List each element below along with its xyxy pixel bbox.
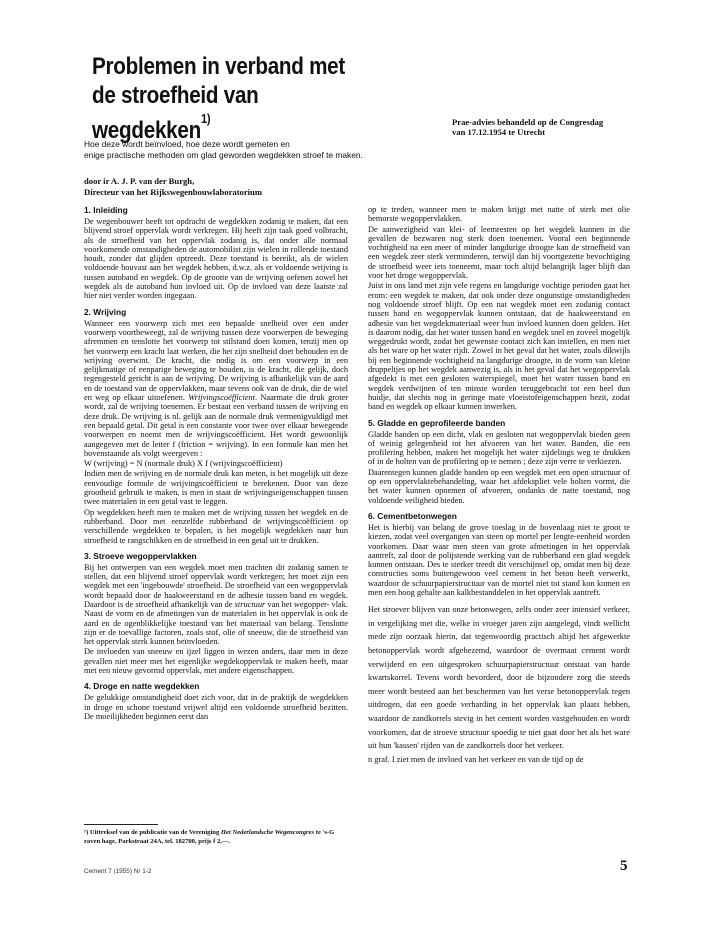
italic-term: structuur	[234, 599, 266, 609]
intro-line: Hoe deze wordt beïnvloed, hoe deze wordt gemeten en	[84, 139, 290, 149]
paragraph: Juist in ons land met zijn vele regens en langdurige vochtige perioden gaat het erom: een wegdek te maken, dat ook onder deze ongunstige omstandigheden nog voldoende stroef blijft. Op een nat wegdek moet een zodanig contact tussen band en wegoppervlak kunnen ontstaan, dat de haakweerstand en adhesie van het wegdekmateriaal weer hun invloed kunnen doen gelden. Het is daarom nodig, dat het water tussen band en wegdek snel en zoveel mogelijk weggedrukt wordt, zodat het gewenste contact zich kan instellen, en men niet als het ware op het water rijdt. Zowel in het geval dat het water, zoals dikwijls bij een beginnende vochtigheid na langdurige droogte, in de vorm van kleine druppeltjes op het wegdek aanwezig is, als in het geval dat het wegoppervlak afgedekt is met een gesloten waterspiegel, moet het water tussen band en wegdek verdwijnen of ten minste worden teruggebracht tot een heel dun huidje, dat slechts nog in geringe mate vloeistofeigenschappen bezit, zodat band en wegdek op elkaar kunnen inwerken.	[368, 281, 630, 412]
section-heading: 6. Cementbetonwegen	[368, 510, 457, 521]
paragraph: Daarentegen kunnen gladde banden op een wegdek met een open structuur of op een oppervlaktebehandeling, waar het afdekspliet vele holten vormt, die het water kunnen opnemen of afvoeren, ondanks de natte toestand, nog voldoende veiligheid bieden.	[368, 467, 630, 505]
formula: W (wrijving) = N (normale druk) X f (wrijvingscoëfficient)	[84, 459, 283, 469]
paragraph-text: . Naarmate die druk groter wordt, zal de wrijving toenemen. Er bestaat een verband tussen de wrijving en deze druk. De wrijving is nl. gelijk aan de normale druk vermenigvuldigd met een bepaald getal. Dit getal is een constante voor twee over elkaar bewegende voorwerpen en noemt men de wrijvingscoëfficient. Het wordt gewoonlijk aangegeven met de letter f (friction = wrijving). In een formule kan men het bovenstaande als volgt weergeven :	[84, 393, 349, 458]
title-text: Problemen in verband met de stroefheid van wegdekken	[92, 53, 346, 144]
paragraph-text: Bij het ontwerpen van een wegdek moet men trachten dit zodanig samen te stellen, dat een blijvend stroef oppervlak wordt verkregen; het moet zijn een wegdek met een 'ingebouwde' stroefheid. De stroefheid van een wegoppervlak wordt bepaald door de haakweerstand en de adhesie tussen band en wegdek. Daardoor is de stroefheid afhankelijk van de	[84, 562, 348, 609]
prae-advies-line: Prae-advies behandeld op de Congresdag	[452, 117, 604, 127]
author-block	[84, 176, 384, 197]
section-heading: 1. Inleiding	[84, 205, 128, 215]
subtitle-intro	[84, 139, 384, 161]
prae-advies-line: van 17.12.1954 te Utrecht	[452, 127, 546, 137]
paragraph: Het is hierbij van belang de grove toeslag in de bovenlaag niet te groot te kiezen, zodat veel overgangen van steen op mortel per lengte-eenheid worden voorkomen. Daar waar men steen van grote afmetingen in het oppervlak aantreft, zal door de polijstende werking van de rubberband een glad wegdek kunnen ontstaan. Des te sterker treedt dit verschijnsel op, omdat men bij deze constructies soms buitengewoon veel cement in het beton heeft verwerkt, waardoor de schuurpapierstructuur van de mortel niet tot stand kon komen en men een hoog gehalte aan kalkbestanddelen in het oppervlak aantreft.	[368, 522, 630, 597]
author-name: door ir A. J. P. van der Burgh,	[84, 176, 195, 186]
paragraph	[368, 603, 630, 766]
paragraph	[84, 563, 348, 647]
paragraph: De wegenbouwer heeft tot opdracht de wegdekken zodanig te maken, dat een blijvend stroef oppervlak wordt verkregen. Hij heeft zijn taak goed volbracht, als de stroefheid van het oppervlak zodanig is, dat onder alle normaal voorkomende omstandigheden de automobilist zijn wielen in rollende toestand houdt, zonder dat glijden optreedt. Deze toestand is bereikt, als de wielen voldoende houvast aan het wegdek hebben, d.w.z. als er voldoende wrijving is tussen autoband en wegdek. Op de grootte van de wrijving oefenen zowel het wegdek als de autoband hun invloed uit. Op de invloed van deze laatste zal hier niet verder worden ingegaan.	[84, 217, 348, 301]
footnote-divider	[84, 824, 158, 825]
paragraph	[84, 319, 348, 458]
paragraph-text: Het stroever blijven van onze betonwegen, zelfs onder zeer intensief verkeer, in vergelijking met die, welke in vroeger jaren zijn aangelegd, vindt wellicht mede zijn oorzaak hierin, dat tegenwoordig practisch altijd het afgewerkte betonoppervlak wordt afgebezemd, waardoor de overmaat cement wordt verwijderd en een uitgesproken schuurpapierstructuur ontstaat van harde kwartskorrel. Tevens wordt bevorderd, door de bijzondere zorg die steeds meer wordt besteed aan het beschermen van het verse betonoppervlak tegen uitdrogen, dat een goede verharding in het oppervlak kan plaats hebben, waardoor de zandkorrels stevig in het cement worden vastgehouden en wordt voorkomen, dat de stroeve structuur spoedig te niet gaat door het als het ware uit hun 'kassen' rijden van de zandkorrels door het verkeer.	[368, 605, 630, 751]
left-column	[84, 205, 348, 722]
section-heading: 4. Droge en natte wegdekken	[84, 681, 200, 692]
paragraph: Op wegdekken heeft men te maken met de wrijving tussen het wegdek en de rubberband. Door met eenzelfde rubberband de wrijvingscoëfficient op verschillende wegdekken te bepalen, is het mogelijk wegdekken naar hun stroefheid te rangschikken en de stroefheid in een getal uit te drukken.	[84, 507, 348, 545]
right-column	[368, 205, 630, 767]
title-footnote-mark: 1)	[200, 111, 211, 126]
footnote	[84, 828, 348, 846]
footnote-text: te 's-G raven hage, Parkstraat 24A, tel. 182700, prijs f 2,—.	[84, 829, 335, 845]
paragraph: De invloeden van sneeuw en ijzel liggen in wezen anders, daar men in deze gevallen niet meer met het eigenlijke wegdekoppervlak te maken heeft, maar met een nieuw gevormd oppervlak, met andere eigenschappen.	[84, 647, 348, 676]
paragraph: op te treden, wanneer men te maken krijgt met natte of sterk met olie bemorste wegoppervlakken.	[368, 205, 630, 224]
article-title	[92, 52, 367, 145]
section-heading: 5. Gladde en geprofileerde banden	[368, 417, 506, 428]
section-heading: 2. Wrijving	[84, 306, 127, 317]
paragraph-text: Wanneer een voorwerp zich met een bepaalde snelheid over een ander voorwerp voortbeweegt, zal de wrijving tussen deze voorwerpen de beweging afremmen en tenslotte het voorwerp tot stilstand doen komen, tenzij men op het voorwerp een kracht laat werken, die het zijn snelheid doet behouden en de wrijving overwint. De kracht, die nodig is om een voorwerp in een gelijkmatige of eenparige beweging te houden, is de kracht, die gelijk, doch tegengesteld gericht is aan de wrijving. De wrijving is afhankelijk van de aard en de toestand van de oppervlakken, maar tevens ook van de druk, die de wiel en weg op elkaar uitoefenen.	[84, 318, 348, 403]
author-title: Directeur van het Rijkswegenbouwlaboratorium	[84, 186, 262, 197]
paragraph: Indien men de wrijving en de normale druk kan meten, is het mogelijk uit deze eenvoudige formule de wrijvingscoëfficient te berekenen. Door van deze grootheid gebruik te maken, is men in staat de wrijvingseigenschappen tussen twee materialen in een getal vast te leggen.	[84, 469, 348, 507]
footnote-italic: Het Nederlandsche Wegencongres	[220, 829, 315, 836]
paragraph: Gladde banden op een dicht, vlak en gesloten nat wegoppervlak bieden geen of weinig gelegenheid tot het afvoeren van het water. Banden, die een profilering hebben, maken het mogelijk het water zijdelings weg te drukken of in de holten van de profilering op te nemen ; deze zijn verre te verkiezen.	[368, 429, 630, 467]
paragraph: De aanwezigheid van klei- of leemresten op het wegdek kunnen in die gevallen de bezwaren nog sterk doen toenemen. Vooral een beginnende vochtigheid na een meer of minder langdurige droogte kan de stroefheid van een wegdek zeer sterk verminderen, terwijl dan bij voortgezette bevochtiging de stroefheid weer iets toeneemt, maar toch altijd belangrijk lager blijft dan voor het droge wegoppervlak.	[368, 224, 630, 281]
paragraph-text: n graf. I ziet men de invloed van het verkeer en van de tijd op de	[368, 754, 584, 764]
paragraph-text: van het wegopper- vlak. Naast de vorm en de afmetingen van de materialen in het oppervlak is ook de aard en de ogenblikkelijke toestand van het materiaal van belang. Tenslotte zijn er de toevallige factoren, zoals stof, olie of sneeuw, die de stroefheid van het oppervlak sterk kunnen beïnvloeden.	[84, 599, 348, 647]
paragraph: De gelukkige omstandigheid doet zich voor, dat in de praktijk de wegdekken in droge en schone toestand vrijwel altijd een voldoende stroefheid bezitten. De moeilijkheden beginnen eerst dan	[84, 693, 348, 721]
page-number: 5	[620, 858, 628, 874]
italic-term: Wrijvingscoëfficient	[188, 393, 255, 403]
journal-folio: Cement 7 (1955) Nr 1-2	[84, 868, 152, 875]
prae-advies-note	[452, 117, 652, 137]
section-heading: 3. Stroeve wegoppervlakken	[84, 550, 197, 561]
intro-line: enige practische methoden om glad geworden wegdekken stroef te maken.	[84, 150, 363, 160]
footnote-text: ¹) Uittreksel van de publicatie van de Vereniging	[84, 829, 221, 836]
